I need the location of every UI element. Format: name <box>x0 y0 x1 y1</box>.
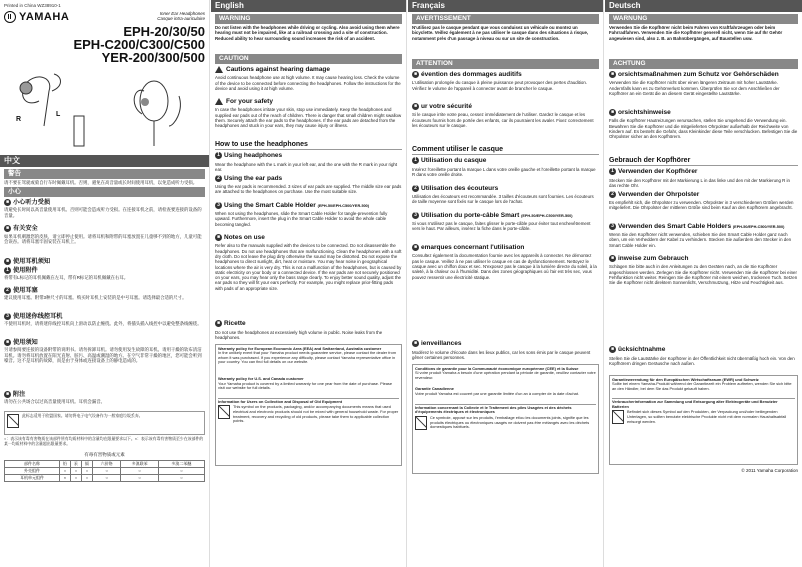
caution-bar: CAUTION <box>215 54 402 64</box>
zh-section-2: ■ 有关安全 <box>5 225 38 233</box>
zh-body-1: 请避免长时间以高音量使用耳机。否则可能会造成听力受损。在连接耳机之前，请检查要连接的设备的音量。 <box>4 207 202 218</box>
garantie-box: Garantiewerendung für den Europäischen Wirtschaftsraum (EWR) und Schweiz Sollte bei einem Yamaha-Produkt während der Garantiezeit ein Problem auftreten, wenden Sie sich bitte an den Händler, bei dem Sie das Produkt gekauft haben. Verbraucherinformation zur Sammlung und Entsorgung alter Elektrogeräte und Benutzter Batterien Befindet sich dieses Symbol auf den Produkten, der Verpackung und/oder beiliegenden Unterlagen, so sollten benutzte elektrische Produkte nicht mit dem normalen Haushaltsabfall entsorgt werden. <box>609 375 798 465</box>
ear-pads-text: Using the ear pads is recommended. 3 sizes of ear pads are supplied. The middle size ear pads are attached to the headphones on purchase. Use the most suitable size. <box>215 183 402 195</box>
smart-holder-heading: 3 Verwenden des Smart Cable Holders (EPH-50/EPH-C500/YER-500) <box>609 223 798 231</box>
zh-body-6: 另请参阅要连接的设备附带的说明书。请勿拆卸耳机。请勿使用发生故障的耳机。请用干燥的软布清洁耳机。请勿将耳机放置在阳光直射、脏污、高温或潮湿的地方。在空气非常干燥的地区，您可能会听到噪音。这不是耳机的故障，而是由于身体或连接设备上的静电造成的。 <box>4 347 202 363</box>
achtung-bar: ACHTUNG <box>609 59 798 69</box>
auditifs-text: L'utilisation prolongée du casque à pleine puissance peut provoquer des pertes d'audition. Vérifiez le volume de l'appareil à connecter avant de brancher le casque. <box>412 80 587 91</box>
using-hp-heading: 1 Using headphones <box>215 152 402 160</box>
util-casque-text: Insérez l'oreillette portant la marque L dans votre oreille gauche et l'oreillette portant la marque R dans votre oreille droite. <box>412 166 596 177</box>
hearing-heading: Cautions against hearing damage <box>215 66 402 74</box>
model-list: EPH-20/30/50 EPH-C200/C300/C500 YER-200/300/500 <box>73 24 205 65</box>
printed-in: Printed in China WZ38910-1 <box>4 3 61 8</box>
recycle-bin-icon <box>612 410 624 424</box>
warning-text: Do not listen with the headphones while driving or cycling. Also avoid using them where hearing must not be impaired, like at a railroad crossing and a site of construction. Reduced ability to hear surrounding sound increases the risk of an accident. <box>215 25 400 41</box>
avertissement-bar: AVERTISSEMENT <box>412 14 599 24</box>
zh-section-6: 3 使用迷你线控耳机 <box>4 313 205 320</box>
zh-body-5: 不使用耳机时，请将迷你线控耳机向上滑动以防止缠绕。此外，将插头插入线控中以避免整条线缠绕。 <box>4 321 202 327</box>
zh-note: ○：表示该有毒有害物质在该部件所有均质材料中的含量均在限量要求以下。×：表示该有毒有害物质至少在该部件的某一均质材料中的含量超出限量要求。 <box>4 436 204 447</box>
smart-text: When not using the headphones, slide the Smart Cable Holder for tangle-prevention fully upward. Furthermore, insert the plug in the Smart Cable Holder to avoid the whole cable becoming tangled. <box>215 211 388 227</box>
zh-section-5: 2 使用耳塞 <box>4 287 205 294</box>
left-column <box>0 0 210 567</box>
ohrpolster-text: Es empfiehlt sich, die Ohrpolster zu verwenden. Ohrpolster in 3 verschiedenen Größen werden mitgeliefert. Die Ohrpolster der mittleren Größe sind beim Kauf an den Kopfhörern angebracht. <box>609 199 794 211</box>
ricette-text: Do not use the headphones at excessively high volume in public. Noise leaks from the headphones. <box>215 329 383 340</box>
smart-holder-text: Wenn Sie den Kopfhörer nicht verwenden, schieben Sie den Smart Cable Holder ganz nach oben, um ein Verheddern der Kabel zu verhindern. Stecken Sie außerdem den Stecker in den Smart Cable Holder ein. <box>609 232 792 248</box>
smart-heading: 3 Using the Smart Cable Holder (EPH-50/EPH-C500/YER-500) <box>215 202 402 210</box>
french-column <box>408 0 604 567</box>
util-ecouteurs-heading: 2 Utilisation des écouteurs <box>412 185 599 193</box>
recycle-bin-icon <box>415 416 427 430</box>
securite-text: Si le casque irrite votre peau, cessez immédiatement de l'utiliser. Gardez le casque et les écouteurs fournis hors de portée des enfants, car ils pourraient les avaler. Fixez correctement les écouteurs sur le casque. <box>412 112 594 129</box>
table-title: 有毒有害物质或元素 <box>84 452 125 458</box>
bienveillance-text: Modérez le volume d'écoute dans les lieux publics, car les sons émis par le casque peuvent gêner certaines personnes. <box>412 349 591 360</box>
securite-heading: ■ ur votre sécurité <box>413 103 472 111</box>
hinweise-heading: ■ inweise zum Gebrauch <box>610 255 689 263</box>
remarques-text: Consultez également la documentation fournie avec les appareils à connecter. Ne démontez pas le casque. Veillez à ne pas utiliser le casque en cas de dysfonctionnement. Nettoyez le casque avec un chiffon doux et sec. N'exposez pas le casque à la lumière directe du soleil, à la saleté, à la chaleur ou à l'humidité. Dans des zones géographiques où l'air est très sec, vous pouvez ressentir une électricité statique. <box>412 253 597 280</box>
copyright: © 2011 Yamaha Corporation <box>741 467 798 473</box>
bienveillance-heading: ■ ienveillances <box>413 340 462 348</box>
ear-pads-heading: 2 Using the ear pads <box>215 175 402 183</box>
zh-section-7: ■ 使用须知 <box>5 339 38 347</box>
subtitle-1: Inner Ear Headphones <box>159 11 205 16</box>
english-column <box>211 0 407 567</box>
ruecksicht-heading: ■ ücksichtnahme <box>610 346 666 354</box>
warranty-box: Warranty policy for European Economic Area (EEA) and Switzerland, Australia customer In the unlikely event that your Yamaha product needs guarantee service, please contact the dealer from whom it was purchased. If you experience any difficulty, please contact Yamaha representative office in your country. You can find full details on our website. Warranty policy for U.S. and Canada customer Your Yamaha product is covered by a limited warranty for one year from the date of purchase. Please visit our website for full details. Information for Users on Collection and Disposal of Old Equipment This symbol on the products, packaging, and/or accompanying documents means that used electrical and electronic products should not be mixed with general household waste. For proper treatment, recovery and recycling of old products, please take them to applicable collection points. <box>215 344 402 466</box>
subtitle-2: Casque intra-auriculaire <box>157 16 205 21</box>
notes-heading: ■ Notes on use <box>216 234 265 242</box>
lang-french: Français <box>408 0 603 12</box>
recycle-bin-icon <box>7 414 19 428</box>
caution-zh: 小心 <box>4 187 205 197</box>
conditions-box: Conditions de garantie pour la Communauté économique européenne (CEE) et la Suisse Si votre produit Yamaha a besoin d'une opération pendant la période de garantie, veuillez contacter votre revendeur. Garantie Canadienne Votre produit Yamaha est couvert par une garantie limitée d'un an à compter de la date d'achat. Information concernant la Collecte et le Traitement des piles Usagées et des déchets d'équipements électriques et électroniques Ce symbole, apposé sur les produits, l'emballage et/ou les documents joints, signifie que les produits électriques ou électroniques usagés ne doivent pas être mélangés avec les déchets domestiques habituels. <box>412 364 599 474</box>
using-hp-text: Wear the headphone with the L mark in your left ear, and the one with the R mark in your right ear. <box>215 161 398 172</box>
hearing-text: Avoid continuous headphone use at high volume. It may cause hearing loss. Check the volume of the device to be connected before connecting the headphones. Follow the instructions for the device and avoid using it at high volume. <box>215 75 401 91</box>
lang-english: English <box>211 0 406 12</box>
warnung-bar: WARNUNG <box>609 14 798 24</box>
hazard-table <box>4 460 205 482</box>
warning-triangle-icon <box>215 66 223 73</box>
zh-section-3: ■ 使用耳机须知 <box>5 257 51 265</box>
gehoer-text: Verwenden Sie die Kopfhörer nicht über einen längeren Zeitraum mit hoher Lautstärke. Andernfalls kann es zu Gehörverlust kommen. Überprüfen Sie vor dem Anschließen der Kopfhörer an ein Gerät die an diesem Gerät eingestellte Lautstärke. <box>609 80 780 96</box>
notes-text: Refer also to the manuals supplied with the devices to be connected. Do not disassemble the headphones. Do not use headphones that are malfunctioning. Clean the headphones with a soft dry cloth. Do not leave the plug dirty otherwise the sound may be distorted. Do not expose the headphones to direct sunlight, dirt, heat or moisture. You may hear noise in geographical locations where the air is very dry. This is not a malfunction of the headphones, but is caused by static electricity on your body or a connected device. If the ear pads are not securely positioned on your ears, you may hear only the bass range clearly. To enjoy better sound quality, adjust the ear pads so they will fit your ears perfectly. For example, you might replace prior-fitting pads with pads of an appropriate size. <box>215 243 402 291</box>
recycle-bin-icon <box>218 405 230 419</box>
lang-german: Deutsch <box>605 0 802 12</box>
warnung-text: Verwenden Sie die Kopfhörer nicht beim Fahren von Kraftfahrzeugen oder beim Fahrradfahren. Verwenden Sie die Kopfhörer generell nicht, wenn Sie auf Ihr Gehör angewiesen sind, also z. B. an Bahnübergängen, auf Baustellen usw. <box>609 25 783 41</box>
table-row: 耳机单元组件 × ○ ○ ○ ○ ○ <box>5 475 205 482</box>
zh-section-4: 1 使用附件 <box>4 267 205 274</box>
avertissement-text: N'utilisez pas le casque pendant que vous conduisez un véhicule ou montez un bicyclette. Veillez également à ne pas utiliser le casque dans des situations à risque, notamment près d'un passage à niveau ou sur un site de construction. <box>412 25 589 41</box>
how-heading: How to use the headphones <box>215 141 402 150</box>
remarques-heading: ■ emarques concernant l'utilisation <box>413 244 525 252</box>
warning-zh: 警告 <box>4 169 205 179</box>
label-r: R <box>16 116 22 123</box>
headphone-illustration <box>4 66 205 154</box>
zh-disposal-box: 此标志适用于欧盟国家。请勿将电子电气设备作为一般家庭垃圾丢弃。 <box>4 411 205 435</box>
warning-bar: WARNING <box>215 14 402 24</box>
verwenden-heading: 1 Verwenden der Kopfhörer <box>609 168 798 176</box>
warning-triangle-icon <box>215 98 223 105</box>
zh-section-1: ■ 小心听力受损 <box>5 199 51 207</box>
safety-text: In case the headphones irritate your skin, stop use immediately. Keep the headphones and supplied ear pads out of the reach of children. There is danger that small children might swallow them. Securely attach the ear pads to the headphones. If the ear pads are detached from the headphones and stuck in your ears, they may cause injury or illness. <box>215 107 402 129</box>
zh-text-1: 请不要在驾驶或骑自行车时佩戴耳机。否则，避免在高音量或长时间使用耳机，以免造成听力受损。 <box>4 180 198 185</box>
safety-heading: For your safety <box>215 98 402 106</box>
util-ecouteurs-text: Utilisation des écouteurs est recommandée. 3 tailles d'écouteurs sont fournies. Les écouteurs de taille moyenne sont fixés sur le casque lors de l'achat. <box>412 193 594 205</box>
sicherheit-heading: ■ orsichtshinweise <box>610 109 671 117</box>
zh-body-2: 如果耳机刺激您的皮肤，请立即停止使用。请将耳机和附带的耳塞放置在儿童够不到的地方，儿童可能会误吞。请将耳塞牢固安装在耳机上。 <box>4 233 202 244</box>
ruecksicht-text: Stellen Sie die Lautstärke der Kopfhörer in der Öffentlichkeit nicht übermäßig hoch ein. Von den Kopfhörern dringen Geräusche nach außen. <box>609 355 795 366</box>
table-header-row: 部件名称 铅 汞 镉 六价铬 多溴联苯 多溴二苯醚 <box>5 461 205 468</box>
ohrpolster-heading: 2 Verwenden der Ohrpolster <box>609 191 798 199</box>
porte-heading: 3 Utilisation du porte-câble Smart (EPH-50/EPH-C500/YER-500) <box>412 212 599 220</box>
verwenden-text: Stecken Sie den Kopfhörer mit der Markierung L in das linke und den mit der Markierung R in das rechte Ohr. <box>609 177 790 188</box>
gehoer-heading: ■ orsichtsmaßnahmen zum Schutz vor Gehörschäden <box>610 71 779 79</box>
german-column <box>605 0 802 567</box>
auditifs-heading: ■ évention des dommages auditifs <box>413 71 522 79</box>
zh-body-7: 请勿在公共场合以过高音量使用耳机。耳机会漏音。 <box>4 399 105 405</box>
util-casque-heading: 1 Utilisation du casque <box>412 157 599 165</box>
zh-body-4: 建议使用耳塞。附带3种尺寸的耳塞。购买时耳机上安装的是中号耳塞。请选择最合适的尺寸。 <box>4 295 187 300</box>
table-row: 外壳组件 ○ ○ ○ ○ ○ ○ <box>5 468 205 475</box>
hinweise-text: Schlagen Sie bitte auch in den Anleitungen zu den Geräten nach, an die Sie Kopfhörer angeschlossen werden. Zerlegen Sie die Kopfhörer nicht. Verwenden Sie die Kopfhörer bei einer Fehlfunktion nicht weiter. Reinigen Sie die Kopfhörer mit einem weichen, trockenen Tuch. Setzen Sie die Kopfhörer nicht direktem Sonnenlicht, Verschmutzung, Hitze und Feuchtigkeit aus. <box>609 264 798 286</box>
comment-heading: Comment utiliser le casque <box>412 146 599 155</box>
label-l: L <box>56 111 61 118</box>
zh-section-8: ■ 附注 <box>5 391 26 399</box>
ricette-heading: ■ Ricette <box>216 320 246 328</box>
porte-text: Si vous n'utilisez pas le casque, faites glisser le porte-câble pour éviter tout enchevêtrement vers le haut. Par ailleurs, insérez la fiche dans le porte-câble. <box>412 221 591 232</box>
lang-zh: 中文 <box>0 155 209 167</box>
zh-body-3: 将带有L标记的耳机佩戴在左耳，带有R标记的耳机佩戴在右耳。 <box>4 274 129 280</box>
yamaha-logo: YAMAHA <box>4 11 69 23</box>
sicherheit-text: Falls die Kopfhörer Hautreizungen verursachen, stellen Sie umgehend die Verwendung ein. Bewahren Sie die Kopfhörer und die mitgelieferten Ohrpolster außerhalb der Reichweite von Kindern auf. Es besteht die Gefahr, dass Kleinkinder diese Teile verschlucken. Befestigen Sie die Ohrpolster sicher an den Kopfhörern. <box>609 118 798 140</box>
gebrauch-heading: Gebrauch der Kopfhörer <box>609 157 798 166</box>
attention-bar: ATTENTION <box>412 59 599 69</box>
